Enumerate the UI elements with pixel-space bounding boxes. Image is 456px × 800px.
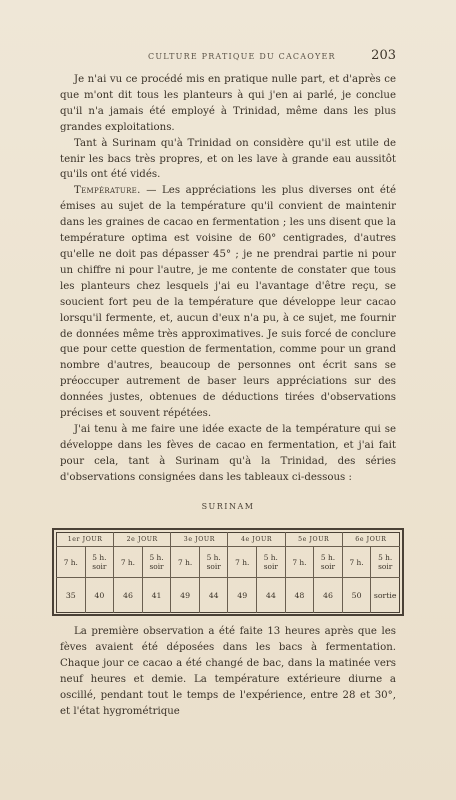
table-cell: 46 xyxy=(314,578,343,613)
time-header-row xyxy=(57,547,400,578)
table-cell: 44 xyxy=(199,578,228,613)
time-header-evening: 5 h. soir xyxy=(85,547,114,578)
time-header-evening: 5 h. soir xyxy=(314,547,343,578)
paragraph: La première observation a été faite 13 heures après que les fèves avaient été déposées dans les bacs à fermentation. Chaque jour ce cacao a été changé de bac, dans la matinée vers neuf heures et demie. La température extérieure diurne a oscillé, pendant tout le temps de l'expérience, entre 28 et 30°, et l'état hygrométrique xyxy=(60,626,396,717)
time-header-evening: 5 h. soir xyxy=(257,547,286,578)
day-header: 1er JOUR xyxy=(57,533,114,547)
paragraph: J'ai tenu à me faire une idée exacte de la température qui se développe dans les fèves de cacao en fermentation, et j'ai fait pour cela, tant à Surinam qu'à la Trinidad, des séries d'observations consignées dans les tableaux ci-dessous : xyxy=(60,423,396,483)
time-header-morning: 7 h. xyxy=(171,547,200,578)
table-cell: 46 xyxy=(114,578,143,613)
day-header: 6e JOUR xyxy=(342,533,399,547)
time-header-morning: 7 h. xyxy=(114,547,143,578)
paragraph-text: — Les appréciations les plus diverses ont été émises au sujet de la température qu'il convient de maintenir dans les graines de cacao en fermentation ; les uns disent que la température optima est voisine de 60° centigrades, d'autres qu'elle ne doit pas dépasser 45° ; je ne prendrai partie ni pour un chiffre ni pour l'autre, je me contente de constater que tous les planteurs chez lesquels j'ai eu l'avantage d'être reçu, se soucient fort peu de la température que développe leur cacao lorsqu'il fermente, et, aucun d'eux n'a pu, à ce sujet, me fournir de données même très approximatives. Je suis forcé de conclure que pour cette question de fermentation, comme pour un grand nombre d'autres, beaucoup de personnes ont écrit sans se préoccuper autrement de baser leurs appréciations sur des données justes, obtenues de déductions tirées d'observations précises et souvent répétées. xyxy=(60,185,396,420)
table-cell: 48 xyxy=(285,578,314,613)
page-header xyxy=(60,50,396,66)
paragraph: Je n'ai vu ce procédé mis en pratique nulle part, et d'après ce que m'ont dit tous les planteurs à qui j'en ai parlé, je conclue qu'il n'a jamais été employé à Trinidad, même dans les plus grandes exploitations. xyxy=(60,74,396,133)
running-title: CULTURE PRATIQUE DU CACAOYER xyxy=(148,52,336,61)
table-cell: sortie xyxy=(371,578,400,613)
section-term: Température. xyxy=(74,185,141,197)
time-header-morning: 7 h. xyxy=(57,547,86,578)
day-header: 4e JOUR xyxy=(228,533,285,547)
table-cell: 40 xyxy=(85,578,114,613)
temperature-table xyxy=(56,532,400,613)
time-header-morning: 7 h. xyxy=(285,547,314,578)
value-row xyxy=(57,578,400,613)
body-text xyxy=(60,72,396,486)
body-text-continued xyxy=(60,624,396,719)
table-caption: SURINAM xyxy=(201,502,255,511)
temperature-table-frame xyxy=(52,528,404,616)
table-cell: 49 xyxy=(228,578,257,613)
time-header-morning: 7 h. xyxy=(228,547,257,578)
page-number: 203 xyxy=(371,48,396,63)
time-header-morning: 7 h. xyxy=(342,547,371,578)
time-header-evening: 5 h. soir xyxy=(199,547,228,578)
day-header-row xyxy=(57,533,400,547)
day-header: 5e JOUR xyxy=(285,533,342,547)
table-cell: 50 xyxy=(342,578,371,613)
paragraph: Tant à Surinam qu'à Trinidad on considère qu'il est utile de tenir les bacs très propres, et on les lave à grande eau aussitôt qu'ils ont été vidés. xyxy=(60,137,396,181)
table-cell: 41 xyxy=(142,578,171,613)
day-header: 2e JOUR xyxy=(114,533,171,547)
table-cell: 44 xyxy=(257,578,286,613)
day-header: 3e JOUR xyxy=(171,533,228,547)
table-cell: 49 xyxy=(171,578,200,613)
table-cell: 35 xyxy=(65,590,76,600)
time-header-evening: 5 h. soir xyxy=(142,547,171,578)
paragraph-temperature xyxy=(60,183,396,422)
time-header-evening: 5 h. soir xyxy=(371,547,400,578)
